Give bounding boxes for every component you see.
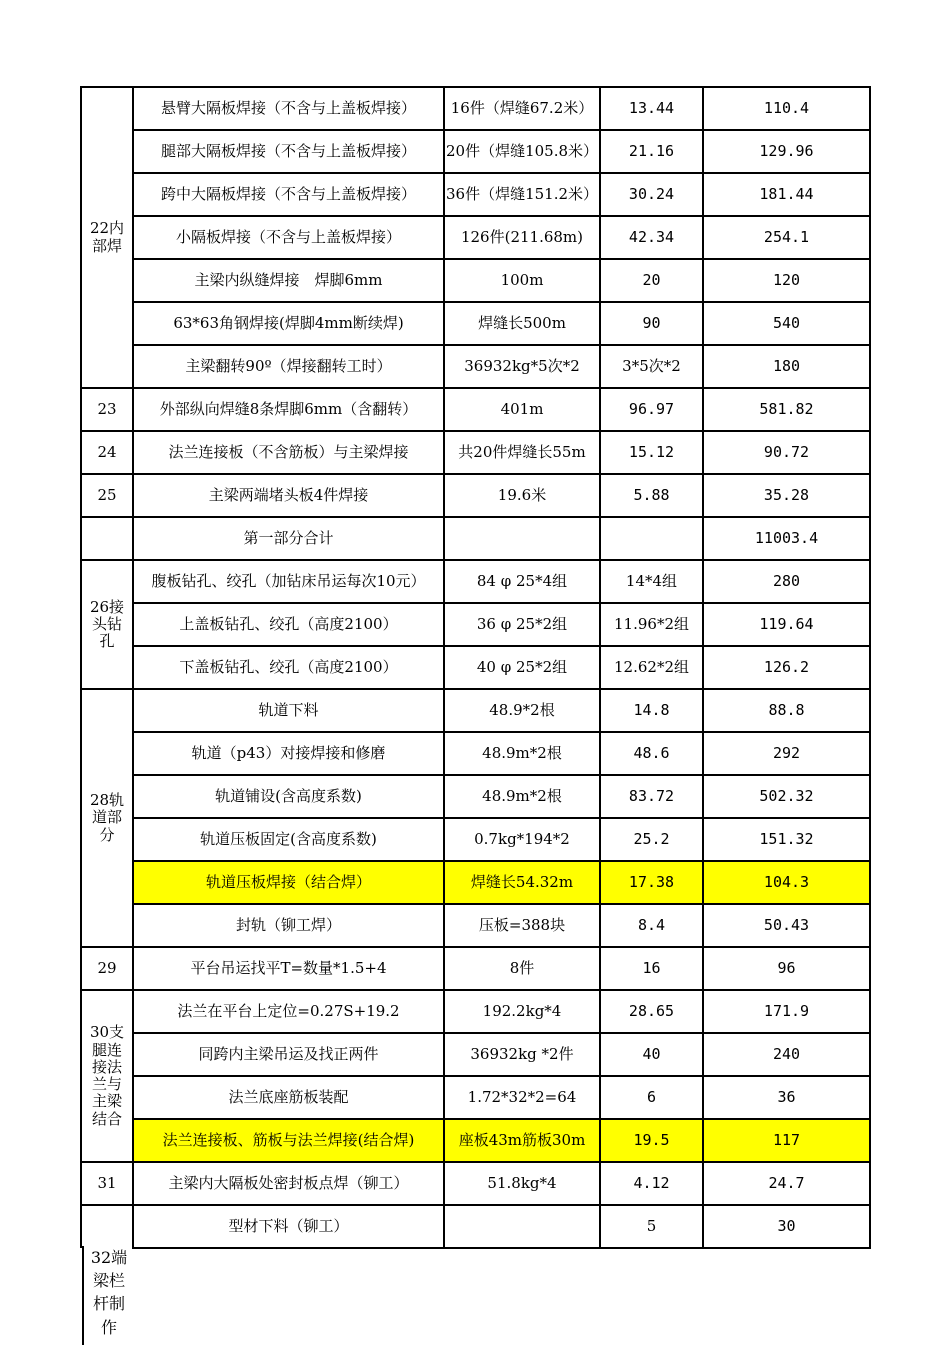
hours-cell: 5.88: [600, 474, 703, 517]
hours-cell: 11.96*2组: [600, 603, 703, 646]
item-cell: 主梁翻转90º（焊接翻转工时）: [133, 345, 444, 388]
spec-cell: 36 φ 25*2组: [444, 603, 600, 646]
amount-cell: 540: [703, 302, 870, 345]
spec-cell: 48.9*2根: [444, 689, 600, 732]
spec-cell: 座板43m筋板30m: [444, 1119, 600, 1162]
item-cell: 封轨（铆工焊）: [133, 904, 444, 947]
work-hours-table: [80, 86, 871, 1249]
spec-cell: 51.8kg*4: [444, 1162, 600, 1205]
table-row: [81, 775, 870, 818]
table-row: [81, 1033, 870, 1076]
group-label-32: 32端梁栏杆制作: [82, 1246, 134, 1345]
table-row: [81, 818, 870, 861]
amount-cell: 280: [703, 560, 870, 603]
item-cell: 同跨内主梁吊运及找正两件: [133, 1033, 444, 1076]
table-row: [81, 1162, 870, 1205]
item-cell: 外部纵向焊缝8条焊脚6mm（含翻转）: [133, 388, 444, 431]
hours-cell: 30.24: [600, 173, 703, 216]
hours-cell: [600, 517, 703, 560]
subtotal-amount: 11003.4: [703, 517, 870, 560]
spec-cell: 共20件焊缝长55m: [444, 431, 600, 474]
table-row: [81, 560, 870, 603]
item-cell: 法兰底座筋板装配: [133, 1076, 444, 1119]
amount-cell: 181.44: [703, 173, 870, 216]
amount-cell: 104.3: [703, 861, 870, 904]
hours-cell: 90: [600, 302, 703, 345]
table-row: [81, 130, 870, 173]
item-cell: 下盖板钻孔、绞孔（高度2100）: [133, 646, 444, 689]
hours-cell: 21.16: [600, 130, 703, 173]
hours-cell: 42.34: [600, 216, 703, 259]
table-row: [81, 87, 870, 130]
hours-cell: 19.5: [600, 1119, 703, 1162]
hours-cell: 4.12: [600, 1162, 703, 1205]
subtotal-label: 第一部分合计: [133, 517, 444, 560]
spec-cell: 40 φ 25*2组: [444, 646, 600, 689]
item-cell: 主梁内大隔板处密封板点焊（铆工）: [133, 1162, 444, 1205]
spec-cell: 压板=388块: [444, 904, 600, 947]
group-cell: 30支腿连接法兰与主梁结合: [81, 990, 133, 1162]
spec-cell: 0.7kg*194*2: [444, 818, 600, 861]
hours-cell: 20: [600, 259, 703, 302]
spec-cell: 焊缝长500m: [444, 302, 600, 345]
spec-cell: 36932kg*5次*2: [444, 345, 600, 388]
table-row: [81, 474, 870, 517]
spec-cell: 1.72*32*2=64: [444, 1076, 600, 1119]
table-row: [81, 388, 870, 431]
hours-cell: 15.12: [600, 431, 703, 474]
hours-cell: 17.38: [600, 861, 703, 904]
spec-cell: 192.2kg*4: [444, 990, 600, 1033]
item-cell: 主梁两端堵头板4件焊接: [133, 474, 444, 517]
amount-cell: 35.28: [703, 474, 870, 517]
item-cell: 法兰连接板、筋板与法兰焊接(结合焊): [133, 1119, 444, 1162]
group-cell: [81, 517, 133, 560]
amount-cell: 171.9: [703, 990, 870, 1033]
hours-cell: 3*5次*2: [600, 345, 703, 388]
spec-cell: 36件（焊缝151.2米）: [444, 173, 600, 216]
table-row: [81, 1205, 870, 1248]
spec-cell: 16件（焊缝67.2米）: [444, 87, 600, 130]
hours-cell: 16: [600, 947, 703, 990]
hours-cell: 48.6: [600, 732, 703, 775]
hours-cell: 25.2: [600, 818, 703, 861]
hours-cell: 40: [600, 1033, 703, 1076]
group-cell: 28轨道部分: [81, 689, 133, 947]
amount-cell: 120: [703, 259, 870, 302]
table-row: [81, 173, 870, 216]
amount-cell: 119.64: [703, 603, 870, 646]
amount-cell: 110.4: [703, 87, 870, 130]
item-cell: 悬臂大隔板焊接（不含与上盖板焊接）: [133, 87, 444, 130]
amount-cell: 90.72: [703, 431, 870, 474]
item-cell: 法兰在平台上定位=0.27S+19.2: [133, 990, 444, 1033]
amount-cell: 126.2: [703, 646, 870, 689]
table-row: [81, 216, 870, 259]
table-row: [81, 904, 870, 947]
spec-cell: 48.9m*2根: [444, 775, 600, 818]
amount-cell: 180: [703, 345, 870, 388]
group-cell: 25: [81, 474, 133, 517]
item-cell: 63*63角钢焊接(焊脚4mm断续焊): [133, 302, 444, 345]
item-cell: 轨道（p43）对接焊接和修磨: [133, 732, 444, 775]
item-cell: 轨道下料: [133, 689, 444, 732]
item-cell: 法兰连接板（不含筋板）与主梁焊接: [133, 431, 444, 474]
hours-cell: 6: [600, 1076, 703, 1119]
hours-cell: 13.44: [600, 87, 703, 130]
table-row: [81, 345, 870, 388]
spec-cell: 401m: [444, 388, 600, 431]
item-cell: 上盖板钻孔、绞孔（高度2100）: [133, 603, 444, 646]
table-row: [81, 646, 870, 689]
amount-cell: 240: [703, 1033, 870, 1076]
table-row: [81, 1076, 870, 1119]
item-cell: 轨道铺设(含高度系数): [133, 775, 444, 818]
group-cell: 22内部焊: [81, 87, 133, 388]
hours-cell: 5: [600, 1205, 703, 1248]
table-row: [81, 603, 870, 646]
table-row: [81, 302, 870, 345]
amount-cell: 129.96: [703, 130, 870, 173]
hours-cell: 96.97: [600, 388, 703, 431]
group-cell: 26接头钻孔: [81, 560, 133, 689]
item-cell: 型材下料（铆工）: [133, 1205, 444, 1248]
group-cell: 29: [81, 947, 133, 990]
table-row: [81, 732, 870, 775]
amount-cell: 24.7: [703, 1162, 870, 1205]
amount-cell: 88.8: [703, 689, 870, 732]
amount-cell: 502.32: [703, 775, 870, 818]
amount-cell: 292: [703, 732, 870, 775]
table-row: [81, 990, 870, 1033]
spec-cell: 36932kg *2件: [444, 1033, 600, 1076]
subtotal-row: [81, 517, 870, 560]
hours-cell: 83.72: [600, 775, 703, 818]
group-cell: 23: [81, 388, 133, 431]
table-row: [81, 947, 870, 990]
hours-cell: 28.65: [600, 990, 703, 1033]
spec-cell: [444, 1205, 600, 1248]
highlighted-row: [81, 1119, 870, 1162]
spec-cell: 84 φ 25*4组: [444, 560, 600, 603]
spec-cell: 100m: [444, 259, 600, 302]
group-cell: 31: [81, 1162, 133, 1205]
spec-cell: [444, 517, 600, 560]
hours-cell: 14.8: [600, 689, 703, 732]
amount-cell: 254.1: [703, 216, 870, 259]
spec-cell: 126件(211.68m): [444, 216, 600, 259]
item-cell: 平台吊运找平T=数量*1.5+4: [133, 947, 444, 990]
spec-cell: 19.6米: [444, 474, 600, 517]
item-cell: 腹板钻孔、绞孔（加钻床吊运每次10元）: [133, 560, 444, 603]
group-cell: 24: [81, 431, 133, 474]
amount-cell: 30: [703, 1205, 870, 1248]
amount-cell: 96: [703, 947, 870, 990]
amount-cell: 117: [703, 1119, 870, 1162]
table-row: [81, 259, 870, 302]
amount-cell: 36: [703, 1076, 870, 1119]
spec-cell: 8件: [444, 947, 600, 990]
spec-cell: 焊缝长54.32m: [444, 861, 600, 904]
item-cell: 腿部大隔板焊接（不含与上盖板焊接）: [133, 130, 444, 173]
hours-cell: 14*4组: [600, 560, 703, 603]
item-cell: 轨道压板焊接（结合焊）: [133, 861, 444, 904]
item-cell: 小隔板焊接（不含与上盖板焊接）: [133, 216, 444, 259]
item-cell: 跨中大隔板焊接（不含与上盖板焊接）: [133, 173, 444, 216]
item-cell: 主梁内纵缝焊接 焊脚6mm: [133, 259, 444, 302]
amount-cell: 50.43: [703, 904, 870, 947]
hours-cell: 12.62*2组: [600, 646, 703, 689]
hours-cell: 8.4: [600, 904, 703, 947]
spec-cell: 20件（焊缝105.8米）: [444, 130, 600, 173]
highlighted-row: [81, 861, 870, 904]
amount-cell: 581.82: [703, 388, 870, 431]
amount-cell: 151.32: [703, 818, 870, 861]
table-row: [81, 431, 870, 474]
group-cell: [81, 1205, 133, 1248]
item-cell: 轨道压板固定(含高度系数): [133, 818, 444, 861]
table-row: [81, 689, 870, 732]
spec-cell: 48.9m*2根: [444, 732, 600, 775]
